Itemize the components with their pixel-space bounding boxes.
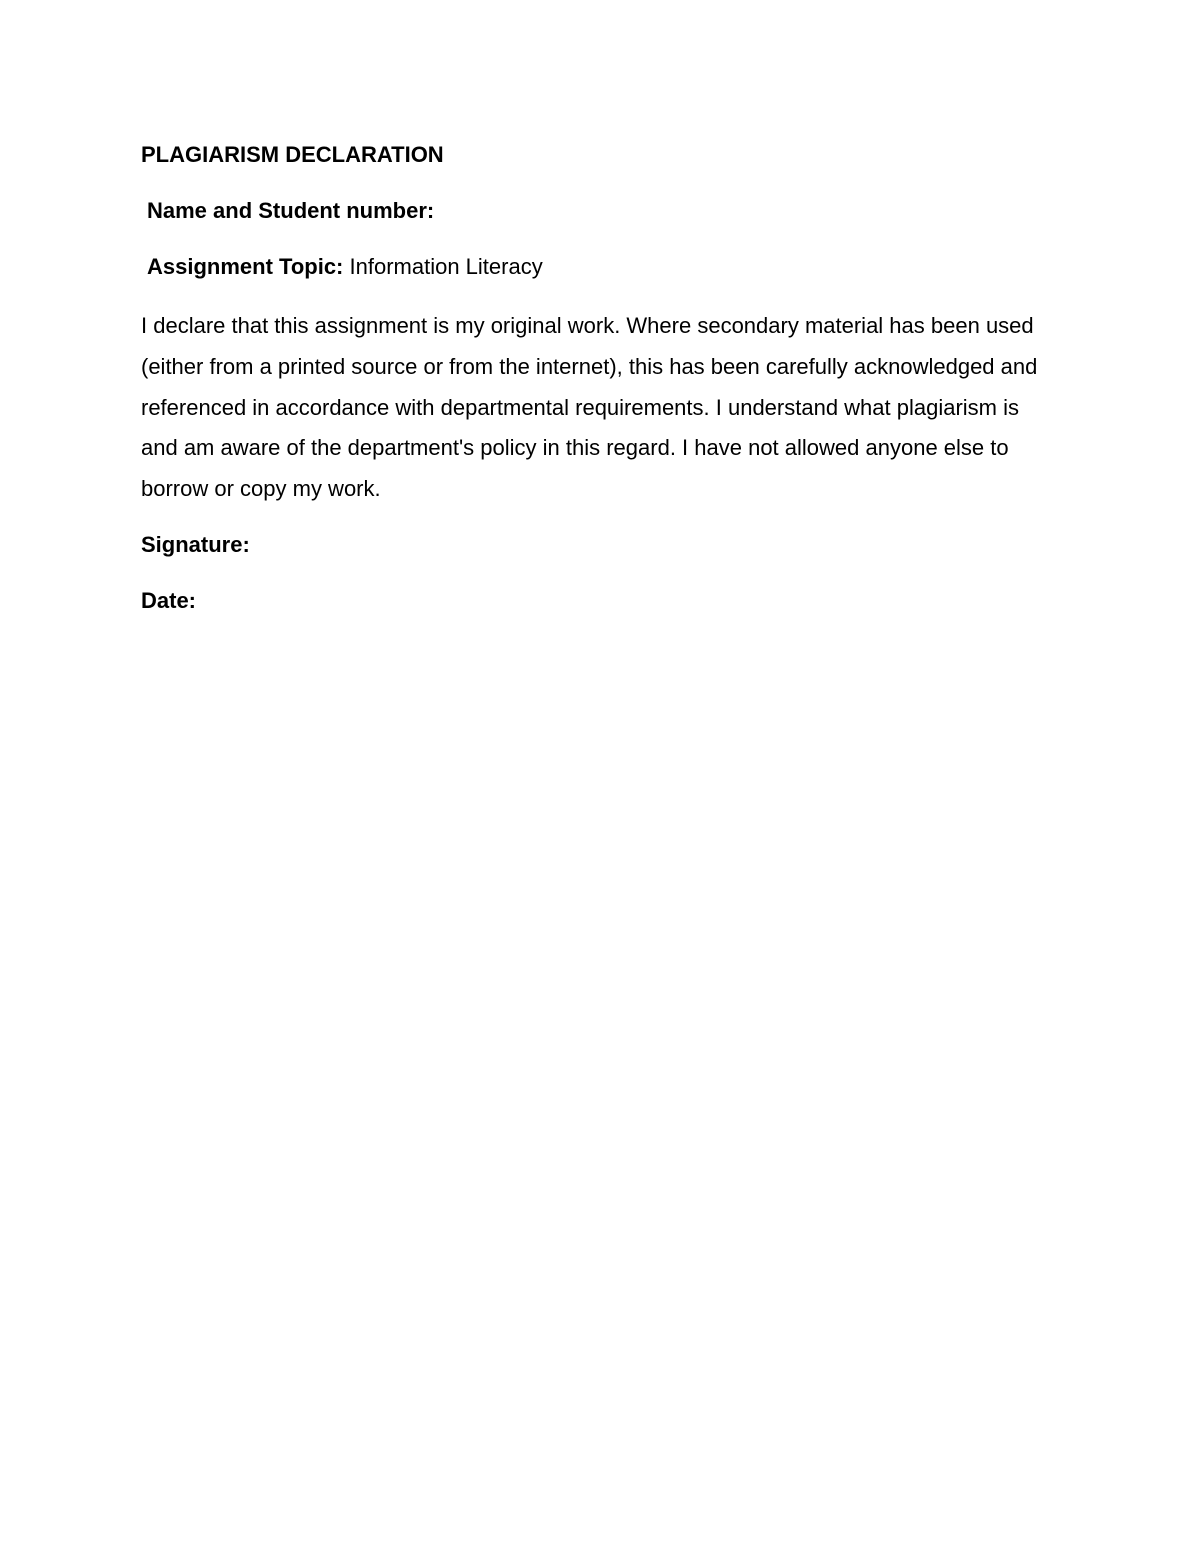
date-field bbox=[141, 584, 1061, 618]
document-title: PLAGIARISM DECLARATION bbox=[141, 142, 444, 167]
date-label: Date: bbox=[141, 587, 197, 613]
assignment-topic-label: Assignment Topic: bbox=[147, 254, 344, 279]
document-content bbox=[141, 138, 1061, 640]
signature-field bbox=[141, 528, 1061, 562]
declaration-paragraph: I declare that this assignment is my original work. Where secondary material has been used (either from a printed source or from the internet), this has been carefully acknowledged and referenced in accordance with departmental requirements. I understand what plagiarism is and am aware of the department's policy in this regard. I have not allowed anyone else to borrow or copy my work. bbox=[141, 313, 1038, 502]
name-student-number-field bbox=[141, 194, 1061, 228]
signature-label: Signature: bbox=[141, 531, 250, 557]
assignment-topic-field bbox=[141, 250, 1061, 284]
name-student-number-label: Name and Student number: bbox=[147, 198, 435, 223]
assignment-topic-value: Information Literacy bbox=[349, 254, 543, 279]
